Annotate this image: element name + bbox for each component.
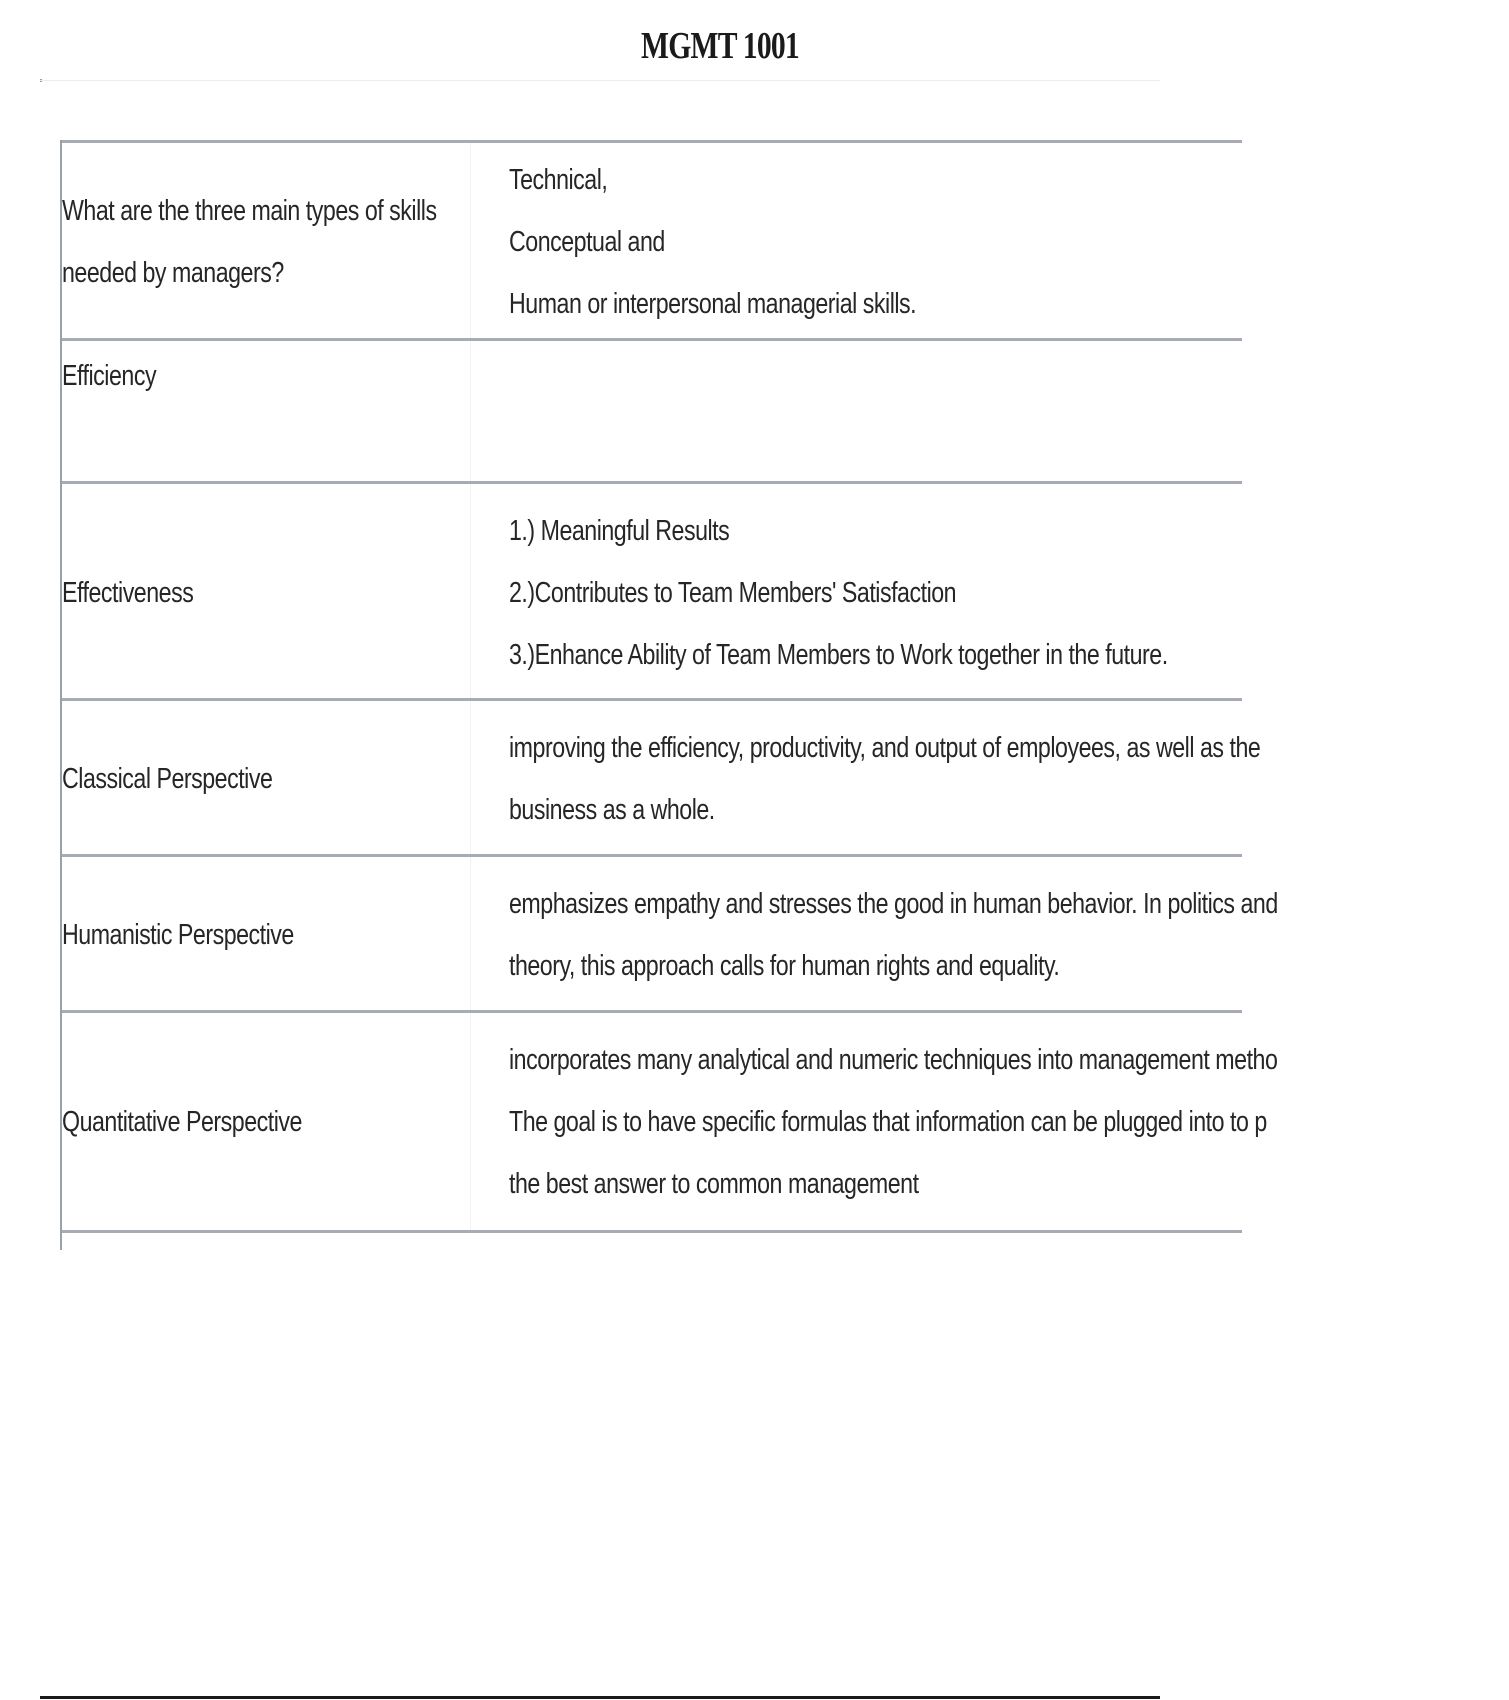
definition-text-line: improving the efficiency, productivity, and output of employees, as well as the [509, 732, 1261, 764]
definition-cell [509, 857, 1509, 1013]
definition-text-line: Human or interpersonal managerial skills. [509, 288, 917, 320]
flashcard-row [62, 338, 1242, 484]
cell-divider [470, 701, 471, 857]
definition-text-line: emphasizes empathy and stresses the good in human behavior. In politics and [509, 888, 1278, 920]
definition-text-line: theory, this approach calls for human rights and equality. [509, 950, 1060, 982]
cell-divider [470, 1013, 471, 1230]
term-cell [62, 701, 472, 857]
term-text-line: Quantitative Perspective [62, 1105, 302, 1138]
document-title: MGMT 1001 [641, 25, 799, 67]
definition-cell [509, 701, 1509, 857]
term-cell [62, 1013, 472, 1230]
footer-divider [40, 1696, 1160, 1699]
flashcard-row [62, 854, 1278, 1013]
cell-divider [470, 857, 471, 1013]
term-text-line: Efficiency [62, 360, 157, 392]
flashcard-table [60, 140, 1278, 1250]
term-cell [62, 143, 472, 341]
term-text-line: needed by managers? [62, 257, 284, 289]
term-cell [62, 484, 472, 701]
cell-divider [470, 484, 471, 701]
definition-cell [509, 341, 1509, 484]
flashcard-row [62, 481, 1242, 701]
flashcard-row [62, 140, 1242, 341]
term-text-line: Humanistic Perspective [62, 919, 294, 951]
definition-text-line: incorporates many analytical and numeric techniques into management metho [509, 1043, 1278, 1076]
definition-text-line: 1.) Meaningful Results [509, 514, 730, 547]
definition-cell [509, 1013, 1509, 1230]
definition-text-line: Technical, [509, 164, 608, 196]
term-cell [62, 857, 472, 1013]
term-text-line: Effectiveness [62, 576, 194, 609]
cell-divider [470, 143, 471, 341]
term-cell [62, 341, 472, 484]
term-text-line: What are the three main types of skills [62, 195, 437, 227]
definition-text-line: business as a whole. [509, 794, 715, 826]
definition-text-line: the best answer to common management [509, 1167, 919, 1200]
cell-divider [470, 341, 471, 484]
definition-cell [509, 484, 1509, 701]
definition-cell [509, 143, 1509, 341]
flashcard-row [62, 698, 1261, 857]
term-text-line: Classical Perspective [62, 763, 273, 795]
definition-text-line: 3.)Enhance Ability of Team Members to Work together in the future. [509, 638, 1168, 671]
definition-text-line: 2.)Contributes to Team Members' Satisfaction [509, 576, 957, 609]
flashcard-row [62, 1010, 1278, 1233]
definition-text-line: The goal is to have specific formulas that information can be plugged into to p [509, 1105, 1267, 1138]
definition-text-line: Conceptual and [509, 226, 665, 258]
header-divider [40, 80, 1160, 81]
